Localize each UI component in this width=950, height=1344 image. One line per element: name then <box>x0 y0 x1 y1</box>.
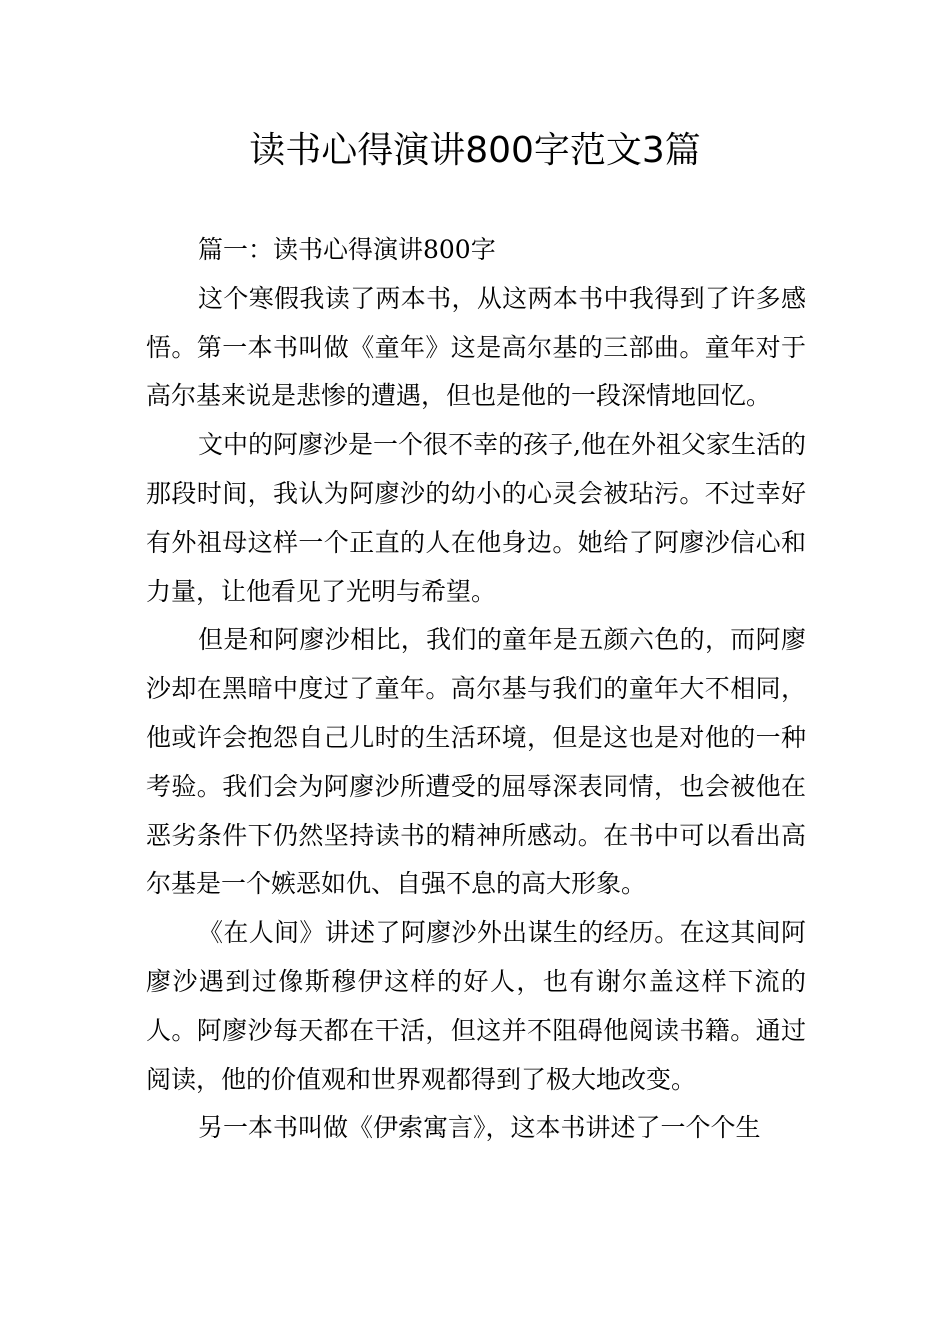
paragraph: 但是和阿廖沙相比，我们的童年是五颜六色的，而阿廖沙却在黑暗中度过了童年。高尔基与我们的童年大不相同，他或许会抱怨自己儿时的生活环境，但是这也是对他的一种考验。我们会为阿廖沙所遭受的屈辱深表同情，也会被他在恶劣条件下仍然坚持读书的精神所感动。在书中可以看出高尔基是一个嫉恶如仇、自强不息的高大形象。 <box>146 625 806 899</box>
paragraph: 文中的阿廖沙是一个很不幸的孩子,他在外祖父家生活的那段时间，我认为阿廖沙的幼小的心灵会被玷污。不过幸好有外祖母这样一个正直的人在他身边。她给了阿廖沙信心和力量，让他看见了光明与希望。 <box>146 430 806 606</box>
document-title: 读书心得演讲800字范文3篇 <box>249 130 701 171</box>
section-heading: 篇一：读书心得演讲800字 <box>198 235 496 264</box>
paragraph: 另一本书叫做《伊索寓言》，这本书讲述了一个个生 <box>198 1113 761 1143</box>
paragraph: 这个寒假我读了两本书，从这两本书中我得到了许多感悟。第一本书叫做《童年》这是高尔基的三部曲。童年对于高尔基来说是悲惨的遭遇，但也是他的一段深情地回忆。 <box>146 283 806 411</box>
document-body <box>146 226 806 1153</box>
paragraph: 《在人间》讲述了阿廖沙外出谋生的经历。在这其间阿廖沙遇到过像斯穆伊这样的好人，也有谢尔盖这样下流的人。阿廖沙每天都在干活，但这并不阻碍他阅读书籍。通过阅读，他的价值观和世界观都得到了极大地改变。 <box>146 918 806 1094</box>
